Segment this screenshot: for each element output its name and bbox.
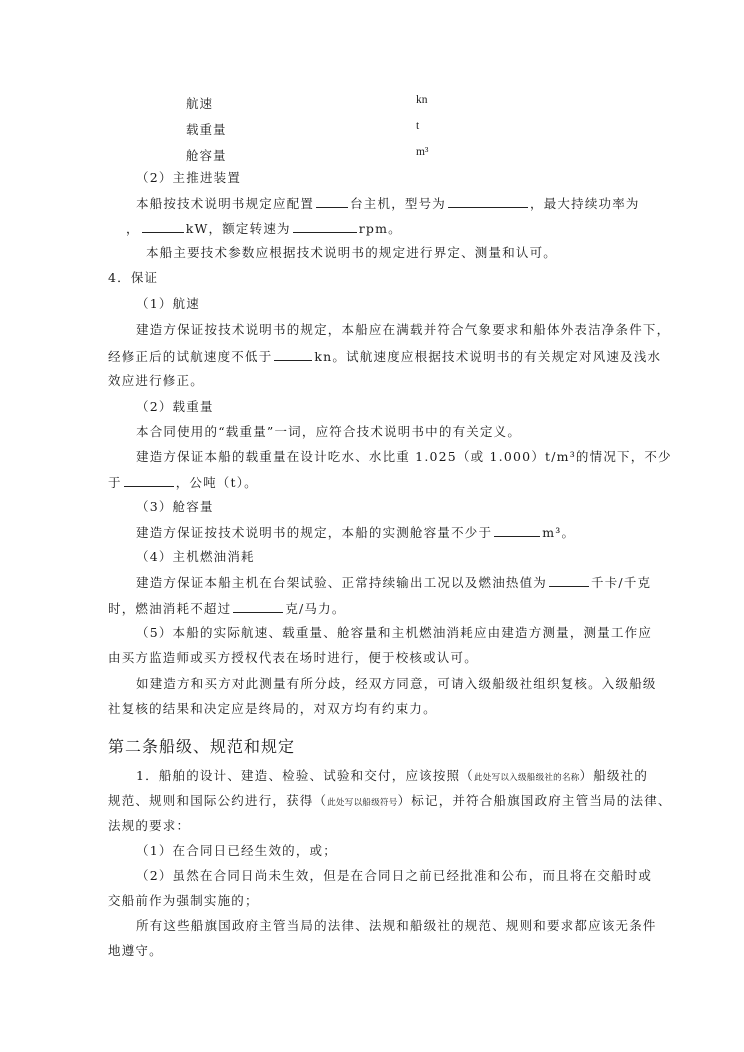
subsection-capacity: （3）舱容量 [136, 499, 214, 514]
paragraph-fuel-line1 [136, 574, 651, 591]
paragraph-propulsion-line2 [120, 220, 402, 237]
text-segment: 本船按技术说明书规定应配置 [136, 196, 315, 211]
note-classification-society: 此处写以入级船级社的名称 [473, 773, 580, 783]
spec-label-dwt: 载重量 [186, 122, 227, 137]
blank-trial-speed [274, 348, 312, 361]
paragraph-measure-line1: （5）本船的实际航速、载重量、舱容量和主机燃油消耗应由建造方测量，测量工作应 [136, 625, 653, 640]
paragraph-art2-line2 [108, 793, 672, 811]
heading-article-2: 第二条船级、规范和规定 [108, 737, 296, 756]
paragraph-parameters: 本船主要技术参数应根据技术说明书的规定进行界定、测量和认可。 [146, 245, 558, 260]
paragraph-deadweight-line2: 建造方保证本船的载重量在设计吃水、水比重 1.025（或 1.000）t/m³的情况下，不少 [136, 449, 672, 464]
subsection-fuel: （4）主机燃油消耗 [136, 549, 255, 564]
paragraph-speed-line1: 建造方保证按技术说明书的规定，本船应在满载并符合气象要求和船体外表洁净条件下， [136, 322, 671, 337]
section-main-propulsion: （2）主推进装置 [136, 170, 242, 185]
paragraph-propulsion-line1 [136, 195, 640, 212]
text-segment: 克/马力。 [285, 601, 346, 616]
note-class-notation: 此处写以船级符号 [327, 798, 398, 808]
text-segment: ，公吨（t）。 [175, 475, 258, 490]
paragraph-deadweight-line3 [108, 474, 258, 491]
text-segment: 千卡/千克 [591, 575, 652, 590]
text-segment: 于 [108, 475, 122, 490]
spec-label-speed: 航速 [186, 96, 214, 111]
text-segment: 时，燃油消耗不超过 [108, 601, 232, 616]
paragraph-dispute-line1: 如建造方和买方对此测量有所分歧，经双方同意，可请入级船级社组织复核。入级船级 [136, 676, 657, 691]
paragraph-art2-all-line2: 地遵守。 [108, 943, 163, 958]
spec-unit-speed: kn [416, 94, 428, 106]
text-segment: rpm。 [358, 221, 402, 236]
text-segment: ）标记，并符合船旗国政府主管当局的法律、 [397, 793, 672, 808]
paragraph-art2-item2-line2: 交船前作为强制实施的； [108, 893, 259, 908]
text-segment: ， [126, 221, 140, 236]
spec-unit-capacity: m³ [416, 146, 429, 158]
blank-engine-count [316, 195, 348, 208]
blank-calorific-value [549, 574, 589, 587]
paragraph-art2-item2-line1: （2）虽然在合同日尚未生效，但是在合同日之前已经批准和公布，而且将在交船时或 [136, 868, 653, 883]
text-segment: 1．船舶的设计、建造、检验、试验和交付，应该按照（ [136, 768, 474, 783]
paragraph-deadweight-line1: 本合同使用的“载重量”一词，应符合技术说明书中的有关定义。 [136, 424, 522, 439]
paragraph-art2-item1: （1）在合同日已经生效的，或； [136, 843, 337, 858]
text-segment: 规范、规则和国际公约进行，获得（ [108, 793, 328, 808]
text-segment: ）船级社的 [579, 768, 649, 783]
paragraph-fuel-line2 [108, 600, 346, 617]
subsection-speed: （1）航速 [136, 296, 200, 311]
paragraph-dispute-line2: 社复核的结果和决定应是终局的，对双方均有约束力。 [108, 701, 437, 716]
blank-mcr-power [142, 220, 184, 233]
text-segment: ，最大持续功率为 [530, 196, 640, 211]
text-segment: kW，额定转速为 [185, 221, 291, 236]
subsection-deadweight: （2）载重量 [136, 399, 214, 414]
text-segment: 建造方保证按技术说明书的规定，本船的实测舱容量不少于 [136, 525, 493, 540]
blank-deadweight [124, 474, 174, 487]
paragraph-art2-all-line1: 所有这些船旗国政府主管当局的法律、法规和船级社的规范、规则和要求都应该无条件 [136, 918, 657, 933]
blank-fuel-consumption [233, 600, 283, 613]
blank-capacity [494, 524, 540, 537]
text-segment: m³。 [542, 525, 576, 540]
paragraph-speed-line3: 效应进行修正。 [108, 373, 204, 388]
text-segment: 建造方保证本船主机在台架试验、正常持续输出工况以及燃油热值为 [136, 575, 548, 590]
blank-rated-speed [293, 220, 357, 233]
spacer [122, 221, 124, 233]
paragraph-art2-line3: 法规的要求： [108, 818, 191, 833]
paragraph-measure-line2: 由买方监造师或买方授权代表在场时进行，便于校核或认可。 [108, 650, 478, 665]
paragraph-capacity [136, 524, 575, 541]
section-guarantee: 4．保证 [108, 270, 159, 285]
blank-engine-model [448, 195, 528, 208]
text-segment: 台主机，型号为 [350, 196, 447, 211]
text-segment: 经修正后的试航速度不低于 [108, 349, 273, 364]
spec-label-capacity: 舱容量 [186, 148, 227, 163]
spec-unit-dwt: t [416, 120, 420, 132]
paragraph-speed-line2 [108, 348, 661, 365]
text-segment: kn。试航速度应根据技术说明书的有关规定对风速及浅水 [314, 349, 662, 364]
paragraph-art2-line1 [136, 768, 648, 786]
